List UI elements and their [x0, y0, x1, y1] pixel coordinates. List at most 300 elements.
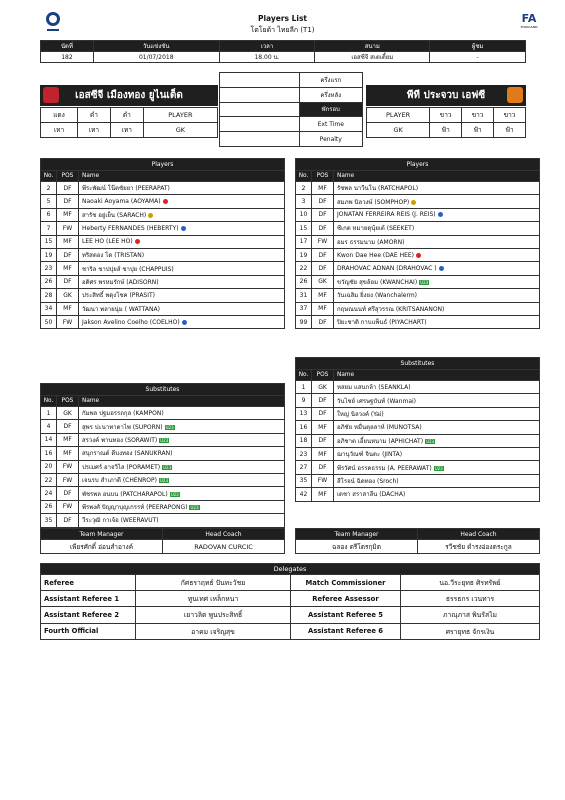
page-title: Players List: [257, 14, 308, 23]
player-name-cell: [79, 208, 285, 221]
player-name-cell: [79, 275, 285, 288]
home-kit-cell: ดำ: [78, 108, 111, 123]
player-name-cell: [79, 473, 285, 486]
player-position: FW: [57, 473, 79, 486]
coach-label: Head Coach: [163, 529, 285, 540]
player-name-cell: [79, 182, 285, 195]
delegate-role: Assistant Referee 6: [291, 623, 401, 639]
player-position: DF: [312, 262, 334, 275]
away-kit-cell: GK: [367, 123, 430, 138]
delegate-role: Fourth Official: [41, 623, 136, 639]
player-number: 18: [296, 434, 312, 447]
away-kit-cell: ฟ้า: [494, 123, 526, 138]
delegate-name: ศรายุทธ จักรเงิน: [401, 623, 540, 639]
delegate-role: Referee: [41, 575, 136, 591]
player-name: ทริสตอง โด (TRISTAN): [82, 252, 145, 260]
away-players-body: [296, 182, 540, 329]
match-attendance: -: [430, 52, 526, 63]
player-row: [296, 235, 540, 248]
player-position: MF: [57, 433, 79, 446]
player-position: GK: [312, 381, 334, 394]
player-name: JONATAN FERREIRA REIS (J. REIS): [337, 211, 436, 219]
player-name: พีระพัฒน์ โน๊ตชัยยา (PEERAPAT): [82, 185, 170, 193]
player-name-cell: [79, 235, 285, 248]
player-row: [296, 407, 540, 420]
player-name-cell: [334, 381, 540, 394]
player-number: 99: [296, 315, 312, 328]
player-number: 22: [41, 473, 57, 486]
player-name-cell: [79, 447, 285, 460]
player-position: GK: [57, 289, 79, 302]
player-number: 28: [41, 289, 57, 302]
player-name-cell: [79, 460, 285, 473]
away-kit-cell: PLAYER: [367, 108, 430, 123]
away-players-title: Players: [296, 159, 540, 171]
away-subs-table: [295, 357, 540, 502]
player-row: [296, 302, 540, 315]
col-no: No.: [41, 171, 57, 182]
player-row: [296, 488, 540, 501]
player-name-cell: [334, 182, 540, 195]
player-position: MF: [312, 447, 334, 460]
player-number: 15: [296, 222, 312, 235]
match-venue: เอสซีจี สเตเดี้ยม: [315, 52, 430, 63]
player-row: [296, 262, 540, 275]
delegate-name: ธรรธกร เวนทาร: [401, 591, 540, 607]
home-kit-cell: PLAYER: [143, 108, 217, 123]
player-row: [41, 248, 285, 261]
player-number: 35: [296, 474, 312, 487]
player-name-cell: [79, 420, 285, 433]
match-info-header: สนาม: [315, 41, 430, 52]
home-team-name: เอสซีจี เมืองทอง ยูไนเต็ด: [75, 90, 183, 101]
delegate-row: [41, 623, 540, 639]
manager-label: Team Manager: [41, 529, 163, 540]
period-blank: [220, 87, 300, 102]
player-position: DF: [57, 420, 79, 433]
player-row: [296, 289, 540, 302]
player-name: สนุกราณต์ ดีบงทอง (SANUKRAN): [82, 450, 173, 458]
player-position: DF: [312, 461, 334, 474]
player-number: 34: [41, 302, 57, 315]
player-number: 24: [41, 487, 57, 500]
player-row: [41, 208, 285, 221]
match-info-header: นัดที่: [41, 41, 94, 52]
player-row: [296, 195, 540, 208]
player-row: [41, 289, 285, 302]
player-number: 2: [41, 182, 57, 195]
player-position: MF: [57, 262, 79, 275]
delegate-name: ทูนเทศ เหล็กหนา: [136, 591, 291, 607]
player-number: 50: [41, 315, 57, 328]
player-name-cell: [79, 407, 285, 420]
player-name: ชาริล ชาปปุยส์ ชาปุย (CHAPPUIS): [82, 265, 174, 273]
delegate-row: [41, 607, 540, 623]
away-subs-title: Substitutes: [296, 358, 540, 370]
player-number: 37: [296, 302, 312, 315]
player-position: DF: [312, 195, 334, 208]
player-row: [296, 461, 540, 474]
player-number: 35: [41, 514, 57, 527]
player-number: 23: [41, 262, 57, 275]
player-number: 4: [41, 420, 57, 433]
delegate-role: Referee Assessor: [291, 591, 401, 607]
player-position: MF: [57, 302, 79, 315]
player-row: [296, 208, 540, 221]
player-number: 42: [296, 488, 312, 501]
player-number: 2: [296, 182, 312, 195]
col-pos: POS: [57, 396, 79, 407]
foreign-player-icon: [438, 212, 443, 217]
col-no: No.: [41, 396, 57, 407]
player-name: อมร ธรรมนาม (AMORN): [337, 238, 405, 246]
player-row: [296, 447, 540, 460]
player-name: อภิชัย หมื่นตุลลาห์ (MUNOTSA): [337, 424, 422, 432]
player-number: 1: [41, 407, 57, 420]
player-row: [41, 473, 285, 486]
fa-logo-text: FA: [521, 12, 537, 25]
red-card-icon: [416, 253, 421, 258]
player-row: [296, 248, 540, 261]
match-number: 182: [41, 52, 94, 63]
player-name-cell: [334, 195, 540, 208]
player-row: [41, 487, 285, 500]
delegate-name: เยาวลิต พูนประสิทธิ์: [136, 607, 291, 623]
delegates-title: Delegates: [41, 564, 540, 575]
delegate-row: [41, 575, 540, 591]
match-info-header: วันแข่งขัน: [93, 41, 219, 52]
u23-badge-icon: U23: [434, 465, 443, 471]
player-number: 22: [296, 262, 312, 275]
player-name: อดิศร พรหมรักษ์ (ADISORN): [82, 278, 159, 286]
player-name: ฌานุวัณฑ์ จินตะ (JINTA): [337, 451, 403, 459]
delegates-table: [40, 563, 540, 640]
delegate-name: กัศธราฤทธ์ ปันทะวัชย: [136, 575, 291, 591]
player-name: อภิชาต เอี้ยนหนาม (APHICHAT): [337, 437, 424, 445]
fa-thailand-logo: [516, 13, 542, 33]
u23-badge-icon: U23: [160, 437, 169, 443]
player-number: 1: [296, 381, 312, 394]
home-players-title: Players: [41, 159, 285, 171]
player-row: [296, 182, 540, 195]
player-number: 10: [296, 208, 312, 221]
away-kit-cell: ฟ้า: [462, 123, 494, 138]
delegate-name: นอ.วีระยุทธ ศิรทรัพย์: [401, 575, 540, 591]
away-kit-table: [366, 107, 526, 138]
player-number: 15: [41, 235, 57, 248]
player-name: พีรพงศ์ ปัญญาบุญเกรรท์ (PEERAPONG): [82, 503, 188, 511]
player-row: [41, 182, 285, 195]
player-row: [41, 420, 285, 433]
red-card-icon: [163, 199, 168, 204]
player-name: Kwon Dae Hee (DAE HEE): [337, 251, 415, 259]
player-position: DF: [312, 394, 334, 407]
player-name-cell: [79, 487, 285, 500]
player-number: 19: [296, 248, 312, 261]
player-position: FW: [57, 315, 79, 328]
player-position: DF: [312, 248, 334, 261]
player-number: 31: [296, 289, 312, 302]
player-number: 19: [41, 248, 57, 261]
player-row: [41, 500, 285, 513]
home-kit-cell: แดง: [41, 108, 78, 123]
delegate-role: Match Commissioner: [291, 575, 401, 591]
player-number: 26: [296, 275, 312, 288]
away-crest-icon: [507, 87, 523, 103]
player-name: เดชา สราสาลีน (DACHA): [337, 491, 406, 499]
home-subs-body: [41, 407, 285, 528]
player-row: [296, 381, 540, 394]
player-name: ขวัญชัย สุขล้อม (KWANCHAI): [337, 278, 418, 286]
player-name-cell: [79, 302, 285, 315]
match-time: 18.00 น.: [219, 52, 315, 63]
player-row: [296, 421, 540, 434]
player-name-cell: [334, 222, 540, 235]
col-name: Name: [334, 370, 540, 381]
player-name: Jakson Avelino Coelho (COELHO): [82, 318, 180, 326]
col-pos: POS: [312, 171, 334, 182]
away-kit-cell: ขาว: [430, 108, 462, 123]
player-name-cell: [334, 302, 540, 315]
player-number: 20: [41, 460, 57, 473]
player-name: สุพร ปะนาทาดาไพ (SUPORN): [82, 423, 163, 431]
away-kit-cell: ฟ้า: [430, 123, 462, 138]
player-number: 14: [41, 433, 57, 446]
player-position: MF: [312, 421, 334, 434]
player-name: สารัช อยู่เย็น (SARACH): [82, 211, 147, 219]
player-name: วีระวุฒิ กาเจ้อ (WEERAVUT): [82, 517, 159, 525]
player-row: [296, 434, 540, 447]
home-kit-table: [40, 107, 218, 138]
home-kit-cell: เทา: [41, 123, 78, 138]
player-name-cell: [79, 195, 285, 208]
player-name-cell: [334, 461, 540, 474]
foreign-player-icon: [182, 320, 187, 325]
player-position: MF: [57, 235, 79, 248]
player-name: ซีเกต หมายดุนุ้ยเต้ (SEEKET): [337, 225, 415, 233]
player-name-cell: [334, 421, 540, 434]
foreign-player-icon: [181, 226, 186, 231]
player-row: [41, 195, 285, 208]
player-row: [41, 447, 285, 460]
player-name: วันเฉลิม ยิ่งยง (Wanchalerm): [337, 292, 417, 300]
player-number: 17: [296, 235, 312, 248]
player-name: สรวงค์ พานทอง (SORAWIT): [82, 436, 158, 444]
u23-badge-icon: U23: [426, 438, 435, 444]
period-blank: [220, 117, 300, 132]
period-table: [219, 72, 363, 147]
player-name-cell: [79, 514, 285, 527]
delegate-name: ภาณุภาส พินรัสไม: [401, 607, 540, 623]
player-row: [296, 315, 540, 328]
yellow-card-icon: [411, 200, 416, 205]
player-name: ใหญ่ นิลวงค์ (Yai): [337, 410, 384, 418]
player-row: [41, 262, 285, 275]
player-row: [41, 235, 285, 248]
player-position: FW: [57, 460, 79, 473]
player-name-cell: [334, 488, 540, 501]
red-card-icon: [135, 239, 140, 244]
player-name-cell: [334, 289, 540, 302]
away-team-name: พีที ประจวบ เอฟซี: [406, 90, 486, 101]
player-number: 7: [41, 222, 57, 235]
player-number: 26: [41, 275, 57, 288]
player-number: 13: [296, 407, 312, 420]
home-subs-title: Substitutes: [41, 384, 285, 396]
player-name-cell: [79, 500, 285, 513]
player-position: DF: [57, 182, 79, 195]
player-name: พัชรพล อนบน (PATCHARAPOL): [82, 490, 168, 498]
player-name: กฤษณนนท์ ศรีสุวรรณ (KRITSANANON): [337, 305, 445, 313]
period-blank: [220, 73, 300, 88]
delegate-role: Assistant Referee 5: [291, 607, 401, 623]
home-staff-table: [40, 528, 285, 554]
match-date: 01/07/2018: [93, 52, 219, 63]
period-blank: [220, 132, 300, 147]
player-name: สมภพ นิลวงษ์ (SOMPHOP): [337, 198, 410, 206]
period-blank: [220, 102, 300, 117]
player-position: MF: [312, 182, 334, 195]
player-row: [296, 222, 540, 235]
player-position: DF: [312, 222, 334, 235]
player-name-cell: [334, 262, 540, 275]
player-number: 27: [296, 461, 312, 474]
home-kit-cell: เทา: [110, 123, 143, 138]
player-name-cell: [334, 434, 540, 447]
player-name-cell: [334, 248, 540, 261]
player-row: [296, 474, 540, 487]
away-kit-cell: ขาว: [494, 108, 526, 123]
player-row: [41, 302, 285, 315]
away-kit-cell: ขาว: [462, 108, 494, 123]
home-players-table: [40, 158, 285, 329]
player-position: DF: [57, 248, 79, 261]
player-name-cell: [334, 474, 540, 487]
player-row: [41, 514, 285, 527]
player-name: รัชพล นาวีนโน (RATCHAPOL): [337, 185, 419, 193]
col-no: No.: [296, 171, 312, 182]
player-row: [41, 433, 285, 446]
page-subtitle: โตโยต้า ไทยลีก (T1): [250, 26, 315, 34]
player-name: สีโรจน์ ฉิดทอง (Sroch): [337, 477, 399, 485]
player-position: DF: [312, 315, 334, 328]
manager-label: Team Manager: [296, 529, 418, 540]
player-position: FW: [312, 474, 334, 487]
away-staff-table: [295, 528, 540, 554]
match-info-header: เวลา: [219, 41, 315, 52]
col-name: Name: [334, 171, 540, 182]
period-extra-time: Ext Time: [299, 117, 362, 132]
player-number: 6: [41, 208, 57, 221]
league-logo: [44, 9, 62, 35]
delegate-row: [41, 591, 540, 607]
period-first-half: ครึ่งแรก: [299, 73, 362, 88]
player-position: MF: [57, 447, 79, 460]
player-name-cell: [334, 208, 540, 221]
home-manager: เพียรศักดิ์ อ่อนสำอางค์: [41, 540, 163, 554]
player-name-cell: [79, 248, 285, 261]
player-name-cell: [79, 262, 285, 275]
away-coach: รวีชชัย ดำรงอ่องตระกูล: [418, 540, 540, 554]
home-team-banner: [40, 85, 218, 106]
player-name: หสยม แสนกล้า (SEANKLA): [337, 384, 411, 392]
player-name: LEE HO (LEE HO): [82, 238, 133, 246]
player-name: กัมพล ปฐมอรรถกุล (KAMPON): [82, 410, 164, 418]
player-position: MF: [57, 208, 79, 221]
delegates-body: [41, 575, 540, 640]
player-name: Heberty FERNANDES (HEBERTY): [82, 224, 179, 232]
player-name-cell: [334, 275, 540, 288]
player-name-cell: [79, 289, 285, 302]
player-name: ปิยะชาติ กาบแพ็นธ์ (PIYACHART): [337, 319, 427, 327]
player-name-cell: [79, 222, 285, 235]
player-name: DRAHOVAC ADNAN (DRAHOVAC ): [337, 265, 437, 273]
player-name: Naoaki Aoyama (AOYAMA): [82, 198, 161, 206]
player-row: [41, 315, 285, 328]
player-position: FW: [57, 222, 79, 235]
player-number: 16: [41, 447, 57, 460]
player-position: FW: [312, 235, 334, 248]
home-kit-cell: เทา: [78, 123, 111, 138]
player-name-cell: [334, 447, 540, 460]
coach-label: Head Coach: [418, 529, 540, 540]
home-coach: RADOVAN CURCIC: [163, 540, 285, 554]
u23-badge-icon: U23: [160, 478, 169, 484]
player-position: MF: [312, 289, 334, 302]
player-position: DF: [312, 407, 334, 420]
col-pos: POS: [312, 370, 334, 381]
player-name-cell: [79, 433, 285, 446]
player-name: พีรวัศน์ อรรคธรรม (A. PEERAWAT): [337, 464, 432, 472]
player-row: [296, 275, 540, 288]
home-kit-cell: ดำ: [110, 108, 143, 123]
u23-badge-icon: U23: [163, 464, 172, 470]
player-row: [41, 460, 285, 473]
player-position: DF: [57, 275, 79, 288]
away-team-banner: [366, 85, 526, 106]
player-row: [41, 407, 285, 420]
player-position: FW: [57, 500, 79, 513]
away-subs-body: [296, 381, 540, 502]
player-position: DF: [312, 434, 334, 447]
player-position: MF: [312, 302, 334, 315]
player-position: DF: [312, 208, 334, 221]
col-no: No.: [296, 370, 312, 381]
u23-badge-icon: U23: [165, 424, 174, 430]
home-crest-icon: [43, 87, 59, 103]
home-kit-cell: GK: [143, 123, 217, 138]
player-position: GK: [57, 407, 79, 420]
player-number: 5: [41, 195, 57, 208]
player-name-cell: [334, 315, 540, 328]
match-info-table: [40, 40, 526, 63]
u23-badge-icon: U23: [170, 491, 179, 497]
fa-logo-subtext: THAILAND: [520, 25, 538, 29]
player-position: GK: [312, 275, 334, 288]
player-position: MF: [312, 488, 334, 501]
player-name: วันไชย์ เศรษฐบันท์ (Wanmai): [337, 397, 417, 405]
delegate-role: Assistant Referee 2: [41, 607, 136, 623]
player-number: 26: [41, 500, 57, 513]
player-name-cell: [334, 235, 540, 248]
player-row: [296, 394, 540, 407]
player-name-cell: [79, 315, 285, 328]
player-name-cell: [334, 394, 540, 407]
u23-badge-icon: U23: [420, 279, 429, 285]
match-info-header: ผู้ชม: [430, 41, 526, 52]
home-players-body: [41, 182, 285, 329]
period-penalty: Penalty: [299, 132, 362, 147]
